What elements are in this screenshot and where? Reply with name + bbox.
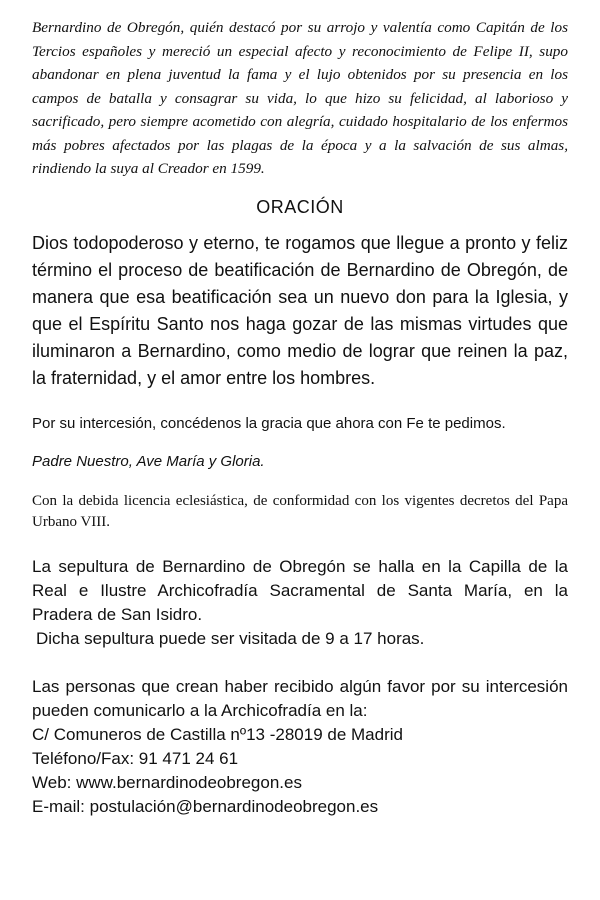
intercession-paragraph: Por su intercesión, concédenos la gracia que ahora con Fe te pedimos. (32, 414, 506, 432)
contact-phone: Teléfono/Fax: 91 471 24 61 (32, 748, 239, 768)
prayer-paragraph: Dios todopoderoso y eterno, te rogamos que llegue a pronto y feliz término el proceso de beatificación de Bernardino de Obregón, de manera que esa beatificación sea un nuevo don para la Iglesia, y que el Espíritu Santo nos haga gozar de las mismas virtudes que iluminaron a Bernardino, como medio de lograr que reinen la paz, la fraternidad, y el amor entre los hombres. (32, 232, 568, 388)
closing-prayers: Padre Nuestro, Ave María y Gloria. (32, 452, 265, 470)
ecclesiastical-license: Con la debida licencia eclesiástica, de conformidad con los vigentes decretos del Papa Urbano VIII. (32, 492, 568, 530)
contact-email[interactable]: E-mail: postulación@bernardinodeobregon.es (32, 796, 379, 816)
contact-address: C/ Comuneros de Castilla nº13 -28019 de Madrid (32, 724, 403, 744)
biography-paragraph: Bernardino de Obregón, quién destacó por su arrojo y valentía como Capitán de los Tercios españoles y mereció un especial afecto y reconocimiento de Felipe II, supo abandonar en plena juventud la fama y el lujo obtenidos por su presencia en los campos de batalla y consagrar su vida, lo que hizo su felicidad, al laborioso y sacrificado, pero siempre acometido con alegría, cuidado hospitalario de los enfermos más pobres afectados por las plagas de la época y a la salvación de sus almas, rindiendo la suya al Creador en 1599. (32, 19, 568, 177)
contact-web[interactable]: Web: www.bernardinodeobregon.es (32, 772, 302, 792)
prayer-title: ORACIÓN (256, 196, 344, 217)
sepultura-hours: Dicha sepultura puede ser visitada de 9 a 17 horas. (36, 628, 425, 648)
sepultura-location: La sepultura de Bernardino de Obregón se halla en la Capilla de la Real e Ilustre Archicofradía Sacramental de Santa María, en la Pradera de San Isidro. (32, 556, 568, 624)
contact-intro: Las personas que crean haber recibido algún favor por su intercesión pueden comunicarlo a la Archicofradía en la: (32, 676, 568, 720)
contact-section (32, 675, 568, 819)
sepultura-section (32, 555, 568, 651)
